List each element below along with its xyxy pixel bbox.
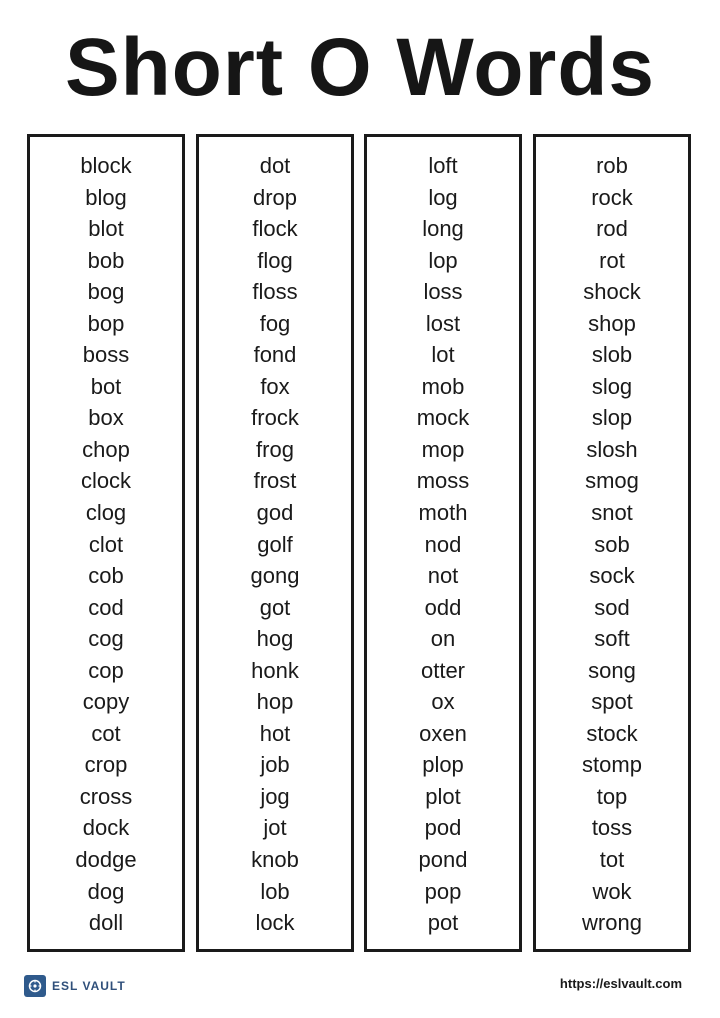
- word-item: sock: [589, 563, 635, 589]
- word-item: wok: [592, 878, 632, 904]
- word-item: lock: [255, 910, 295, 936]
- word-item: frock: [251, 405, 299, 431]
- word-item: lop: [428, 247, 458, 273]
- word-item: cog: [88, 626, 124, 652]
- brand-name: ESL VAULT: [52, 979, 126, 993]
- word-column-1: [27, 134, 185, 952]
- word-item: slosh: [586, 436, 638, 462]
- word-item: dock: [82, 815, 130, 841]
- word-item: bob: [87, 247, 125, 273]
- word-item: song: [588, 657, 636, 683]
- word-item: blog: [85, 184, 127, 210]
- word-item: odd: [424, 594, 462, 620]
- word-item: job: [260, 752, 290, 778]
- word-item: lost: [425, 310, 461, 336]
- word-item: box: [88, 405, 124, 431]
- word-item: slob: [591, 342, 633, 368]
- word-item: knob: [251, 847, 299, 873]
- word-item: cot: [91, 720, 121, 746]
- word-item: stock: [586, 720, 638, 746]
- word-list: [536, 137, 688, 939]
- word-item: block: [80, 153, 132, 178]
- word-list: [30, 137, 182, 939]
- page-title: Short O Words: [64, 22, 656, 113]
- word-item: flog: [257, 247, 293, 273]
- word-item: stomp: [582, 752, 642, 778]
- word-item: fox: [260, 373, 290, 399]
- word-column-2: [196, 134, 354, 952]
- word-item: hog: [256, 626, 294, 652]
- word-item: toss: [591, 815, 633, 841]
- word-item: god: [256, 500, 294, 526]
- word-item: cop: [88, 657, 124, 683]
- word-item: pot: [427, 910, 459, 936]
- word-item: pod: [424, 815, 462, 841]
- word-item: wrong: [582, 910, 642, 936]
- word-item: on: [430, 626, 456, 652]
- word-item: frost: [253, 468, 297, 494]
- word-list: [367, 137, 519, 939]
- word-item: shock: [583, 279, 641, 305]
- word-item: fond: [253, 342, 297, 368]
- word-item: slop: [591, 405, 633, 431]
- word-item: clot: [88, 531, 124, 557]
- word-item: loss: [423, 279, 463, 305]
- vault-icon: [24, 975, 46, 997]
- brand-logo: [24, 973, 126, 999]
- word-item: lot: [431, 342, 455, 368]
- word-item: crop: [84, 752, 128, 778]
- site-url: https://eslvault.com: [559, 976, 682, 991]
- word-item: moss: [416, 468, 470, 494]
- word-item: copy: [82, 689, 130, 715]
- word-item: boss: [82, 342, 130, 368]
- word-item: golf: [257, 531, 293, 557]
- word-item: moth: [418, 500, 468, 526]
- word-columns: [27, 134, 693, 952]
- word-item: sob: [594, 531, 630, 557]
- word-item: shop: [588, 310, 636, 336]
- word-item: cod: [88, 594, 124, 620]
- word-item: honk: [251, 657, 299, 683]
- word-item: sod: [594, 594, 630, 620]
- word-item: plop: [422, 752, 464, 778]
- word-item: smog: [585, 468, 639, 494]
- word-item: clock: [80, 468, 132, 494]
- word-list: [199, 137, 351, 939]
- word-item: jot: [263, 815, 287, 841]
- word-item: loft: [428, 153, 458, 178]
- word-item: ox: [431, 689, 455, 715]
- word-item: bog: [87, 279, 125, 305]
- word-item: nod: [424, 531, 462, 557]
- word-item: not: [427, 563, 459, 589]
- word-item: flock: [252, 216, 298, 242]
- word-item: gong: [250, 563, 300, 589]
- word-item: dot: [259, 153, 291, 178]
- word-item: bop: [87, 310, 125, 336]
- word-item: mock: [416, 405, 470, 431]
- word-item: tot: [599, 847, 625, 873]
- word-item: top: [596, 783, 628, 809]
- word-item: otter: [420, 657, 466, 683]
- word-item: cross: [79, 783, 133, 809]
- word-item: fog: [259, 310, 291, 336]
- word-item: floss: [252, 279, 298, 305]
- word-item: rot: [599, 247, 625, 273]
- word-item: lob: [260, 878, 290, 904]
- word-item: clog: [85, 500, 127, 526]
- word-item: plot: [425, 783, 461, 809]
- word-item: cob: [88, 563, 124, 589]
- word-item: mop: [421, 436, 465, 462]
- word-item: log: [428, 184, 458, 210]
- word-item: dodge: [75, 847, 137, 873]
- word-item: spot: [591, 689, 633, 715]
- word-item: got: [259, 594, 291, 620]
- word-item: jog: [260, 783, 290, 809]
- word-item: rob: [596, 153, 628, 178]
- word-item: pond: [418, 847, 468, 873]
- word-item: hot: [259, 720, 291, 746]
- word-item: bot: [90, 373, 122, 399]
- word-column-3: [364, 134, 522, 952]
- word-item: soft: [594, 626, 630, 652]
- word-column-4: [533, 134, 691, 952]
- word-item: long: [422, 216, 464, 242]
- word-item: blot: [88, 216, 124, 242]
- word-item: snot: [591, 500, 633, 526]
- word-item: chop: [82, 436, 130, 462]
- word-item: hop: [256, 689, 294, 715]
- word-item: rock: [591, 184, 633, 210]
- word-item: pop: [424, 878, 462, 904]
- word-item: rod: [596, 216, 628, 242]
- word-item: doll: [88, 910, 124, 936]
- word-item: dog: [87, 878, 125, 904]
- word-item: mob: [421, 373, 465, 399]
- word-item: slog: [591, 373, 633, 399]
- word-item: oxen: [419, 720, 467, 746]
- word-item: drop: [252, 184, 298, 210]
- word-item: frog: [256, 436, 294, 462]
